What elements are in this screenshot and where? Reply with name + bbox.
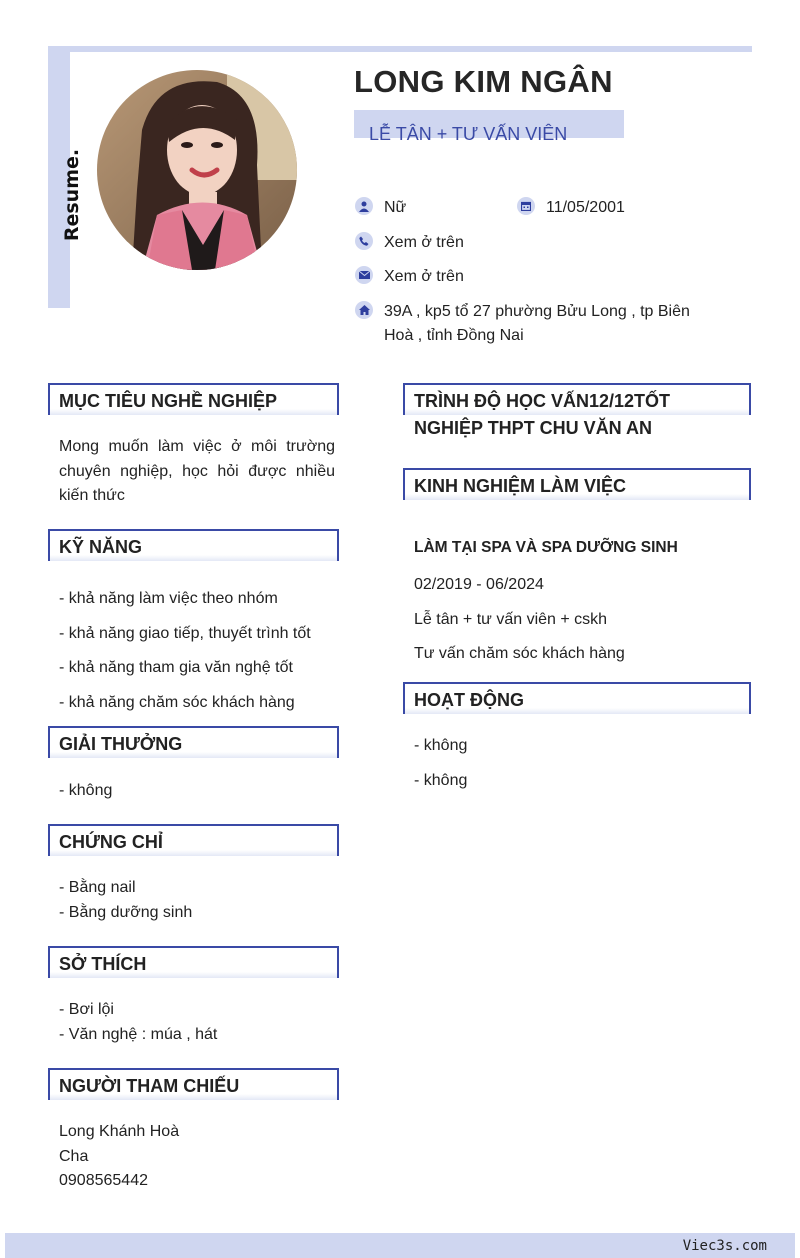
skill-item: - khả năng tham gia văn nghệ tốt bbox=[59, 659, 293, 677]
experience-position: Lễ tân + tư vấn viên + cskh bbox=[414, 611, 608, 628]
skills-list bbox=[59, 582, 311, 721]
phone-value: Xem ở trên bbox=[384, 234, 464, 251]
person-icon bbox=[355, 197, 373, 215]
reference-item: 0908565442 bbox=[59, 1172, 148, 1189]
certificates-title: CHỨNG CHỈ bbox=[59, 832, 163, 852]
awards-list bbox=[59, 779, 112, 804]
hobbies-title: SỞ THÍCH bbox=[59, 954, 147, 974]
objective-line: kiến thức bbox=[59, 487, 125, 504]
hobby-item: - Bơi lội bbox=[59, 1001, 114, 1018]
experience-company: LÀM TẠI SPA VÀ SPA DƯỠNG SINH bbox=[414, 539, 678, 556]
objective-text bbox=[59, 435, 335, 509]
experience-period: 02/2019 - 06/2024 bbox=[414, 576, 544, 593]
objective-title: MỤC TIÊU NGHỀ NGHIỆP bbox=[59, 391, 278, 411]
activities-list bbox=[414, 729, 467, 798]
job-title: LỄ TÂN + TƯ VẤN VIÊN bbox=[369, 124, 568, 144]
email-value: Xem ở trên bbox=[384, 268, 464, 285]
reference-item: Cha bbox=[59, 1147, 89, 1165]
certificate-item: - Bằng nail bbox=[59, 879, 136, 896]
address-line: 39A , kp5 tổ 27 phường Bửu Long , tp Biên bbox=[384, 303, 690, 320]
candidate-name: LONG KIM NGÂN bbox=[354, 64, 613, 99]
reference-item: Long Khánh Hoà bbox=[59, 1123, 180, 1140]
profile-photo bbox=[97, 70, 297, 270]
experience-title: KINH NGHIỆM LÀM VIỆC bbox=[414, 476, 627, 496]
activity-item: - không bbox=[414, 737, 468, 754]
phone-icon bbox=[355, 232, 373, 250]
awards-title: GIẢI THƯỞNG bbox=[59, 734, 183, 754]
skill-item: - khả năng giao tiếp, thuyết trình tốt bbox=[59, 624, 311, 642]
certificates-list bbox=[59, 876, 192, 925]
gender-value: Nữ bbox=[384, 199, 407, 216]
references-title: NGƯỜI THAM CHIẾU bbox=[59, 1076, 240, 1096]
activities-title: HOẠT ĐỘNG bbox=[414, 690, 524, 710]
education-title bbox=[414, 388, 670, 442]
birthday-value: 11/05/2001 bbox=[546, 199, 625, 216]
objective-line: chuyên nghiệp, học hỏi được nhiều bbox=[59, 462, 335, 480]
education-title-line: NGHIỆP THPT CHU VĂN AN bbox=[414, 418, 653, 438]
home-icon bbox=[355, 301, 373, 319]
skill-item: - khả năng làm việc theo nhóm bbox=[59, 590, 278, 607]
skills-title: KỸ NĂNG bbox=[59, 537, 143, 557]
references-list bbox=[59, 1120, 179, 1194]
skill-item: - khả năng chăm sóc khách hàng bbox=[59, 694, 295, 712]
experience-description: Tư vấn chăm sóc khách hàng bbox=[414, 645, 625, 662]
address-line: Hoà , tỉnh Đồng Nai bbox=[384, 327, 524, 344]
hobby-item: - Văn nghệ : múa , hát bbox=[59, 1025, 218, 1043]
activity-item: - không bbox=[414, 771, 468, 789]
certificate-item: - Bằng dưỡng sinh bbox=[59, 903, 193, 921]
footer-bar bbox=[5, 1233, 795, 1258]
resume-side-label: Resume. bbox=[61, 148, 83, 242]
objective-line: Mong muốn làm việc ở môi trường bbox=[59, 438, 335, 455]
hobbies-list bbox=[59, 998, 217, 1047]
top-accent-bar bbox=[48, 46, 752, 52]
footer-brand: Viec3s.com bbox=[682, 1238, 767, 1254]
award-item: - không bbox=[59, 782, 113, 799]
mail-icon bbox=[355, 266, 373, 284]
education-title-line: TRÌNH ĐỘ HỌC VẤN12/12TỐT bbox=[414, 391, 671, 411]
calendar-icon bbox=[517, 197, 535, 215]
address-value bbox=[384, 300, 724, 348]
